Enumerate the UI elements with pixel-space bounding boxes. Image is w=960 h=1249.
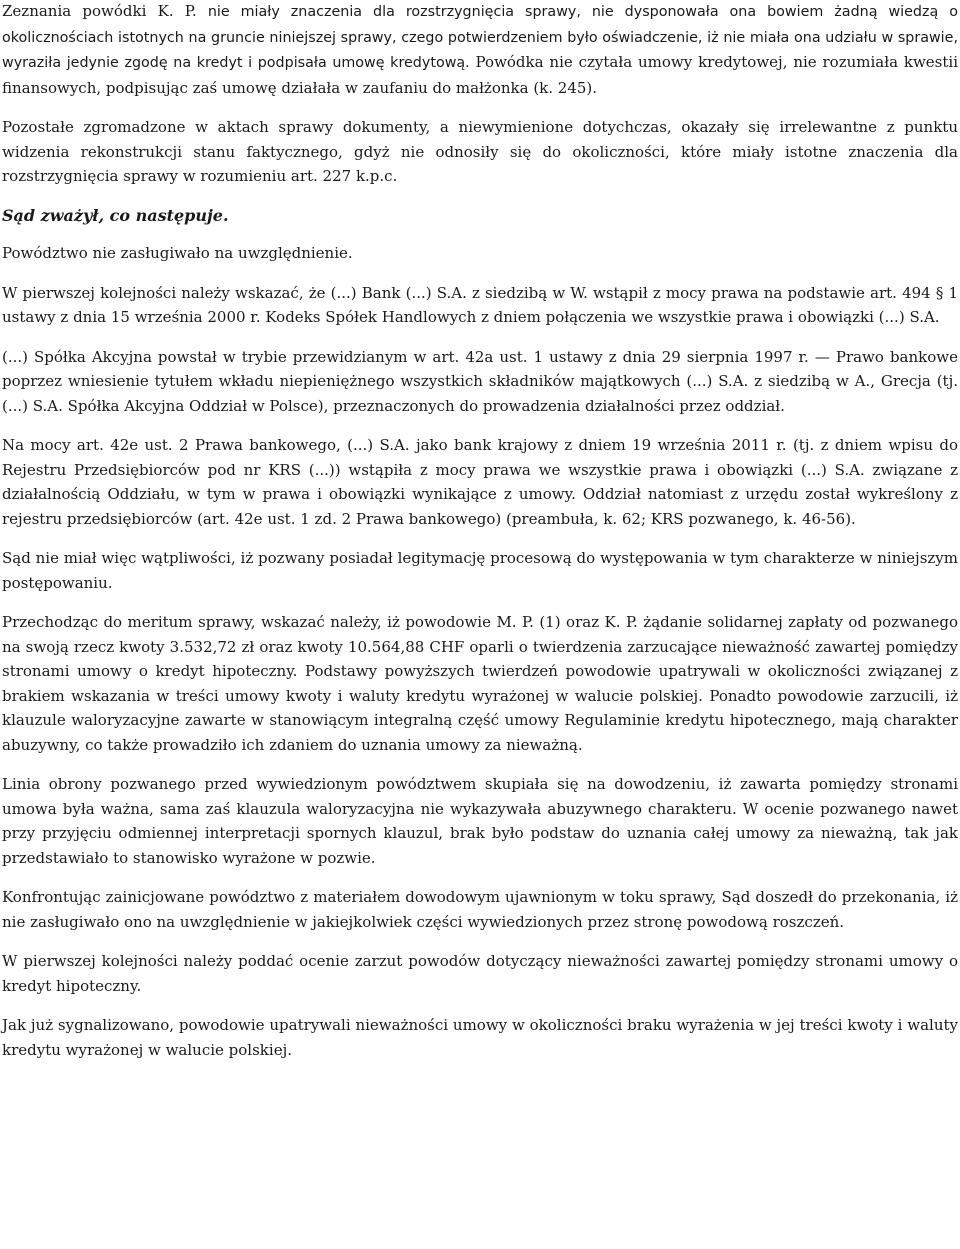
paragraph-evidence: Konfrontując zainicjowane powództwo z materiałem dowodowym ujawnionym w toku sprawy, Sąd doszedł do przekonania, iż nie zasługiwało ono na uwzględnienie w jakiejkolwiek części wywiedzionych przez stronę powodową roszczeń.	[2, 888, 958, 931]
paragraph-testimony	[2, 0, 958, 100]
paragraph-testimony-part-3: Powódka nie czytała umowy kredytowej, nie rozumiała kwestii finansowych, podpisując zaś umowę działała w zaufaniu do małżonka (k. 245).	[2, 53, 958, 97]
paragraph-verdict: Powództwo nie zasługiwało na uwzględnienie.	[2, 244, 353, 262]
paragraph-company-formation: (...) Spółka Akcyjna powstał w trybie przewidzianym w art. 42a ust. 1 ustawy z dnia 29 sierpnia 1997 r. — Prawo bankowe poprzez wniesienie tytułem wkładu niepieniężnego wszystkich składników majątkowych (...) S.A. z siedzibą w A., Grecja (tj. (...) S.A. Spółka Akcyjna Oddział w Polsce), przeznaczonych do prowadzenia działalności przez oddział.	[2, 347, 958, 415]
paragraph-testimony-part-2: nie miały znaczenia dla rozstrzygnięcia sprawy, nie dysponowała ona bowiem żadną wiedzą o okolicznościach istotnych na gruncie niniejszej sprawy, czego potwierdzeniem było oświadczenie, iż nie miała ona udziału w sprawie, wyraziła jedynie zgodę na kredyt i podpisała umowę kredytową.	[2, 4, 958, 71]
paragraph-other-documents: Pozostałe zgromadzone w aktach sprawy dokumenty, a niewymienione dotychczas, okazały się irrelewantne z punktu widzenia rekonstrukcji stanu faktycznego, gdyż nie odnosiły się do okoliczności, które miały istotne znaczenia dla rozstrzygnięcia sprawy w rozumieniu art. 227 k.p.c.	[2, 118, 958, 185]
paragraph-testimony-part-1: Zeznania powódki K. P.	[2, 2, 208, 20]
paragraph-defense: Linia obrony pozwanego przed wywiedzionym powództwem skupiała się na dowodzeniu, iż zawarta pomiędzy stronami umowa była ważna, sama zaś klauzula waloryzacyjna nie wykazywała abuzywnego charakteru. W ocenie pozwanego nawet przy przyjęciu odmiennej interpretacji spornych klauzul, brak było podstaw do uznania całej umowy za nieważną, tak jak przedstawiało to stanowisko wyrażone w pozwie.	[2, 775, 958, 867]
paragraph-merits: Przechodząc do meritum sprawy, wskazać należy, iż powodowie M. P. (1) oraz K. P. żądanie solidarnej zapłaty od pozwanego na swoją rzecz kwoty 3.532,72 zł oraz kwoty 10.564,88 CHF oparli o twierdzenia zarzucające nieważność zawartej pomiędzy stronami umowy o kredyt hipoteczny. Podstawy powyższych twierdzeń powodowie upatrywali w okoliczności związanej z brakiem wskazania w treści umowy kwoty i waluty kredytu wyrażonej w walucie polskiej. Ponadto powodowie zarzucili, iż klauzule waloryzacyjne zawarte w stanowiącym integralną część umowy Regulaminie kredytu hipotecznego, mają charakter abuzywny, co także prowadziło ich zdaniem do uznania umowy za nieważną.	[2, 613, 958, 754]
paragraph-bank-merger: W pierwszej kolejności należy wskazać, że (...) Bank (...) S.A. z siedzibą w W. wstąpił z mocy prawa na podstawie art. 494 § 1 ustawy z dnia 15 września 2000 r. Kodeks Spółek Handlowych z dniem połączenia we wszystkie prawa i obowiązki (...) S.A.	[2, 283, 958, 326]
paragraph-nullity: Jak już sygnalizowano, powodowie upatrywali nieważności umowy w okoliczności braku wyrażenia w jej treści kwoty i waluty kredytu wyrażonej w walucie polskiej.	[2, 1016, 958, 1059]
section-heading: Sąd zważył, co następuje.	[2, 205, 229, 225]
document-body	[2, 0, 958, 1077]
paragraph-banking-law: Na mocy art. 42e ust. 2 Prawa bankowego, (...) S.A. jako bank krajowy z dniem 19 września 2011 r. (tj. z dniem wpisu do Rejestru Przedsiębiorców pod nr KRS (...)) wstąpiła z mocy prawa we wszystkie prawa i obowiązki (...) S.A. związane z działalnością Oddziału, w tym w prawa i obowiązki wynikające z umowy. Oddział natomiast z urzędu został wykreślony z rejestru przedsiębiorców (art. 42e ust. 1 zd. 2 Prawa bankowego) (preambuła, k. 62; KRS pozwanego, k. 46-56).	[2, 436, 958, 528]
paragraph-first-assessment: W pierwszej kolejności należy poddać ocenie zarzut powodów dotyczący nieważności zawartej pomiędzy stronami umowy o kredyt hipoteczny.	[2, 952, 958, 995]
paragraph-legitimacy: Sąd nie miał więc wątpliwości, iż pozwany posiadał legitymację procesową do występowania w tym charakterze w niniejszym postępowaniu.	[2, 549, 958, 592]
